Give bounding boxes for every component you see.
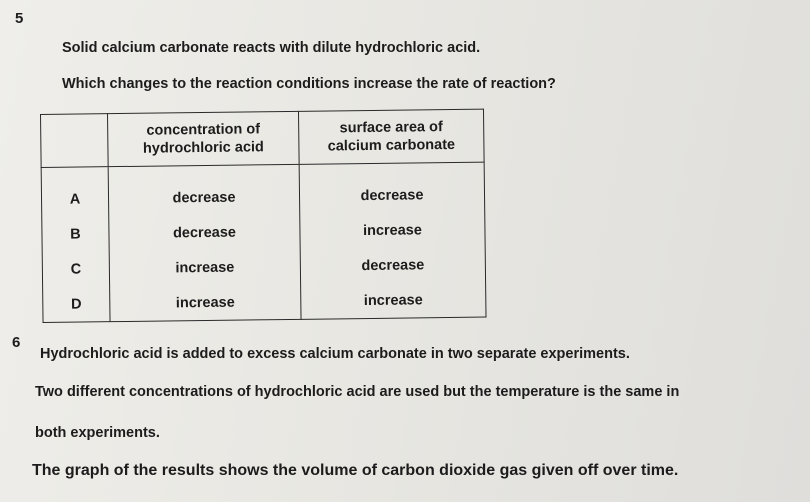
header-concentration-line2: hydrochloric acid bbox=[142, 139, 264, 157]
table-body-row bbox=[41, 162, 486, 322]
option-a-surface-area: decrease bbox=[360, 186, 424, 204]
q5-statement: Solid calcium carbonate reacts with dilute hydrochloric acid. bbox=[62, 40, 481, 56]
option-d-surface-area: increase bbox=[363, 291, 423, 309]
option-letter-b[interactable]: B bbox=[70, 226, 81, 243]
q6-line-4: The graph of the results shows the volume of carbon dioxide gas given off over time. bbox=[32, 462, 679, 479]
q6-line-1: Hydrochloric acid is added to excess calcium carbonate in two separate experiments. bbox=[40, 346, 630, 362]
option-d-concentration: increase bbox=[175, 294, 235, 311]
header-concentration-line1: concentration of bbox=[146, 121, 261, 139]
header-surface-area-line1: surface area of bbox=[339, 119, 443, 137]
option-letter-c[interactable]: C bbox=[70, 261, 82, 278]
header-empty-cell bbox=[41, 114, 109, 168]
header-surface-area-line2: calcium carbonate bbox=[327, 136, 456, 155]
option-letter-a[interactable]: A bbox=[69, 191, 81, 208]
option-letters-cell bbox=[41, 167, 110, 323]
table-header-row bbox=[41, 109, 485, 167]
concentration-cell bbox=[108, 164, 301, 321]
surface-area-cell bbox=[299, 162, 486, 319]
question-number-5: 5 bbox=[15, 10, 24, 27]
option-b-concentration: decrease bbox=[172, 224, 236, 241]
question-number-6: 6 bbox=[12, 334, 21, 351]
option-c-surface-area: decrease bbox=[361, 256, 425, 274]
answer-options-table bbox=[40, 109, 487, 323]
option-letter-d[interactable]: D bbox=[70, 296, 82, 313]
option-a-concentration: decrease bbox=[172, 189, 236, 206]
q5-question: Which changes to the reaction conditions increase the rate of reaction? bbox=[62, 76, 556, 92]
header-concentration bbox=[108, 111, 300, 166]
option-b-surface-area: increase bbox=[362, 221, 422, 239]
q6-line-2: Two different concentrations of hydrochloric acid are used but the temperature is the same in bbox=[35, 384, 680, 400]
q6-line-3: both experiments. bbox=[35, 425, 160, 441]
option-c-concentration: increase bbox=[175, 259, 235, 276]
header-surface-area bbox=[298, 109, 484, 164]
